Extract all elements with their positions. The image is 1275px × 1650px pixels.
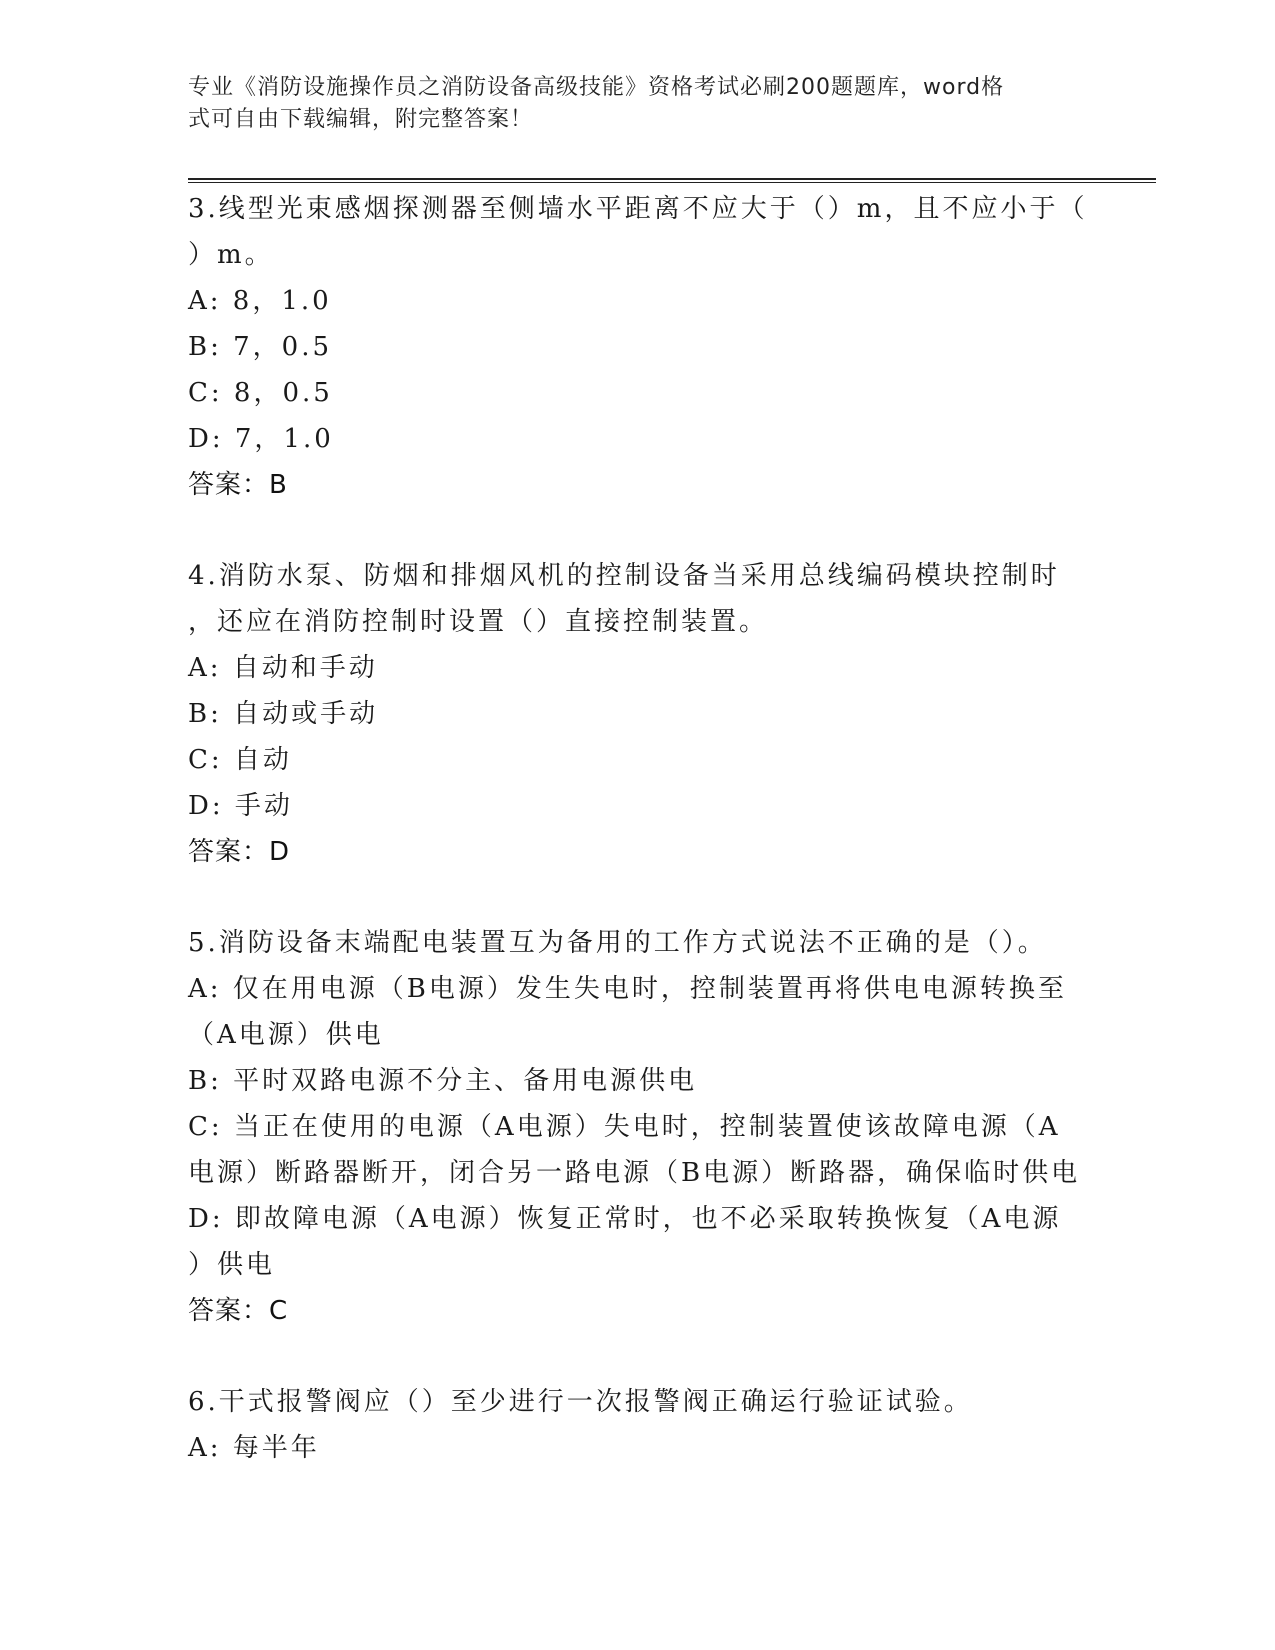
option-d-continued: ）供电 xyxy=(188,1250,276,1280)
option-a: A: 自动和手动 xyxy=(188,653,378,683)
question-stem-line: 6.干式报警阀应（）至少进行一次报警阀正确运行验证试验。 xyxy=(188,1387,973,1417)
option-b: B: 自动或手动 xyxy=(188,699,379,729)
option-b: B: 平时双路电源不分主、备用电源供电 xyxy=(188,1066,698,1096)
question-list xyxy=(188,186,1088,1516)
question-stem-line: 3.线型光束感烟探测器至侧墙水平距离不应大于（）m，且不应小于（ xyxy=(188,194,1088,224)
header-divider xyxy=(188,178,1156,183)
option-a: A: 8，1.0 xyxy=(188,286,332,316)
question-3 xyxy=(188,186,1088,508)
option-c: C: 当正在使用的电源（A电源）失电时，控制装置使该故障电源（A xyxy=(188,1112,1061,1142)
option-a: A: 每半年 xyxy=(188,1433,320,1463)
header-title-line-1: 专业《消防设施操作员之消防设备高级技能》资格考试必刷200题题库，word格 xyxy=(188,75,1005,100)
question-6 xyxy=(188,1379,1088,1471)
option-b: B: 7，0.5 xyxy=(188,332,333,362)
question-4 xyxy=(188,553,1088,875)
option-d: D: 手动 xyxy=(188,791,293,821)
document-header xyxy=(188,72,1088,136)
question-stem-line: 4.消防水泵、防烟和排烟风机的控制设备当采用总线编码模块控制时 xyxy=(188,561,1060,591)
header-title-line-2: 式可自由下载编辑，附完整答案！ xyxy=(188,107,534,132)
answer-line: 答案：B xyxy=(188,470,288,500)
question-5 xyxy=(188,920,1088,1334)
option-d: D: 即故障电源（A电源）恢复正常时，也不必采取转换恢复（A电源 xyxy=(188,1204,1062,1234)
option-a: A: 仅在用电源（B电源）发生失电时，控制装置再将供电电源转换至 xyxy=(188,974,1067,1004)
option-c: C: 自动 xyxy=(188,745,292,775)
answer-line: 答案：D xyxy=(188,837,291,867)
question-stem-line: ）m。 xyxy=(188,240,274,270)
question-stem-line: ，还应在消防控制时设置（）直接控制装置。 xyxy=(188,607,769,637)
option-c: C: 8，0.5 xyxy=(188,378,333,408)
option-a-continued: （A电源）供电 xyxy=(188,1020,384,1050)
answer-line: 答案：C xyxy=(188,1296,289,1326)
question-stem-line: 5.消防设备末端配电装置互为备用的工作方式说法不正确的是（）。 xyxy=(188,928,1047,958)
option-d: D: 7，1.0 xyxy=(188,424,334,454)
option-c-continued: 电源）断路器断开，闭合另一路电源（B电源）断路器，确保临时供电 xyxy=(188,1158,1081,1188)
